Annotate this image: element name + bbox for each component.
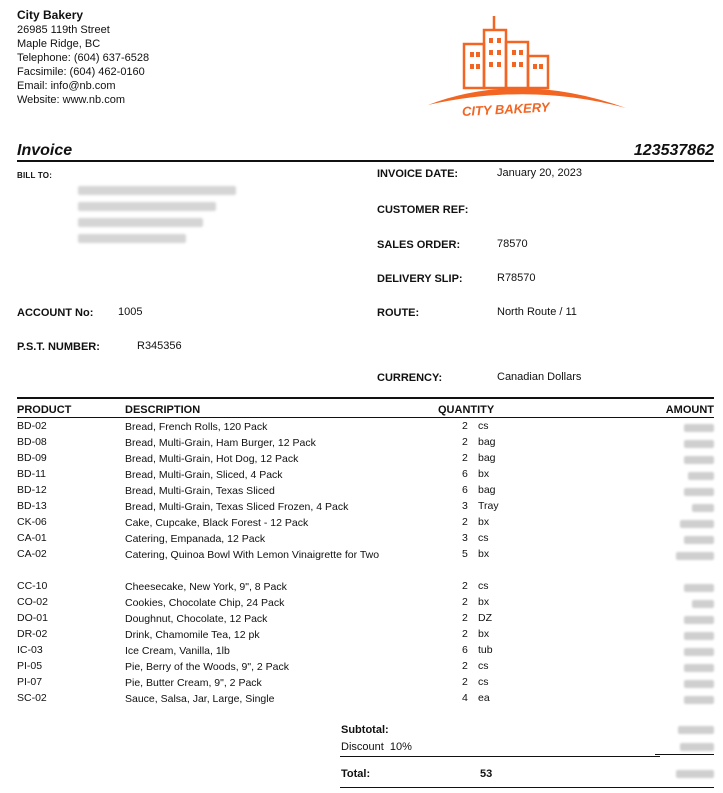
product-description: Ice Cream, Vanilla, 1lb <box>125 645 230 657</box>
amount-redacted <box>692 504 714 512</box>
product-description: Pie, Berry of the Woods, 9", 2 Pack <box>125 661 290 673</box>
customer-ref-label: CUSTOMER REF: <box>377 204 469 216</box>
product-code: BD-02 <box>17 420 47 432</box>
quantity-value: 3 <box>462 532 468 544</box>
bill-to-address-redacted <box>78 186 236 243</box>
quantity-unit: tub <box>478 644 493 656</box>
currency-label: CURRENCY: <box>377 372 443 384</box>
table-row <box>0 612 723 628</box>
company-website: Website: www.nb.com <box>17 94 126 106</box>
product-code: BD-11 <box>17 468 46 480</box>
amount-redacted <box>684 424 714 432</box>
total-label: Total: <box>341 768 371 780</box>
amount-redacted <box>692 600 714 608</box>
table-row <box>0 628 723 644</box>
quantity-unit: cs <box>478 676 489 688</box>
product-description: Catering, Quinoa Bowl With Lemon Vinaigrette for Two <box>125 549 380 561</box>
company-telephone: Telephone: (604) 637-6528 <box>17 52 150 64</box>
quantity-value: 2 <box>462 436 468 448</box>
quantity-value: 6 <box>462 644 468 656</box>
quantity-unit: bx <box>478 596 490 608</box>
quantity-unit: bag <box>478 452 496 464</box>
table-row <box>0 644 723 660</box>
invoice-date-value: January 20, 2023 <box>497 167 583 179</box>
account-label: ACCOUNT No: <box>17 307 94 319</box>
quantity-unit: bx <box>478 516 490 528</box>
amount-redacted <box>684 440 714 448</box>
amount-redacted <box>684 456 714 464</box>
total-amount-redacted <box>676 770 714 778</box>
quantity-value: 2 <box>462 452 468 464</box>
quantity-unit: bag <box>478 436 496 448</box>
route-label: ROUTE: <box>377 307 420 319</box>
currency-value: Canadian Dollars <box>497 371 582 383</box>
product-description: Bread, Multi-Grain, Ham Burger, 12 Pack <box>125 437 316 449</box>
product-description: Doughnut, Chocolate, 12 Pack <box>125 613 268 625</box>
invoice-date-label: INVOICE DATE: <box>377 168 459 180</box>
subtotal-amount-redacted <box>678 726 714 734</box>
company-info <box>17 8 149 107</box>
logo-text: CITY BAKERY <box>461 99 550 120</box>
product-code: BD-08 <box>17 436 47 448</box>
company-address-line2: Maple Ridge, BC <box>17 38 101 50</box>
discount-amount-redacted <box>680 743 714 751</box>
product-code: SC-02 <box>17 692 47 704</box>
account-value: 1005 <box>118 306 143 318</box>
product-code: BD-12 <box>17 484 47 496</box>
product-description: Cake, Cupcake, Black Forest - 12 Pack <box>125 517 309 529</box>
product-description: Cheesecake, New York, 9", 8 Pack <box>125 581 287 593</box>
invoice-number: 123537862 <box>633 142 714 159</box>
discount-text: Discount <box>341 741 384 753</box>
quantity-value: 4 <box>462 692 468 704</box>
amount-redacted <box>680 520 714 528</box>
product-description: Pie, Butter Cream, 9", 2 Pack <box>125 677 262 689</box>
quantity-unit: cs <box>478 660 489 672</box>
table-row <box>0 580 723 596</box>
table-row <box>0 596 723 612</box>
amount-redacted <box>684 664 714 672</box>
discount-percent: 10% <box>389 741 412 753</box>
title-divider <box>17 160 714 162</box>
table-row <box>0 452 723 468</box>
quantity-unit: bx <box>478 548 490 560</box>
bill-to-label: BILL TO: <box>17 171 53 180</box>
product-code: PI-05 <box>17 660 43 672</box>
pst-label: P.S.T. NUMBER: <box>17 341 100 353</box>
delivery-slip-value: R78570 <box>497 272 536 284</box>
quantity-value: 3 <box>462 500 468 512</box>
quantity-unit: bag <box>478 484 496 496</box>
product-description: Bread, Multi-Grain, Hot Dog, 12 Pack <box>125 453 299 465</box>
quantity-value: 2 <box>462 596 468 608</box>
table-row <box>0 548 723 579</box>
amount-redacted <box>684 616 714 624</box>
product-description: Drink, Chamomile Tea, 12 pk <box>125 629 260 641</box>
amount-redacted <box>684 696 714 704</box>
col-header-product: PRODUCT <box>17 404 72 416</box>
product-code: DO-01 <box>17 612 48 624</box>
total-quantity: 53 <box>480 768 493 780</box>
table-row <box>0 484 723 500</box>
table-top-divider <box>17 397 714 399</box>
table-row <box>0 468 723 484</box>
quantity-unit: ea <box>478 692 490 704</box>
company-name: City Bakery <box>17 8 84 22</box>
sales-order-label: SALES ORDER: <box>377 239 461 251</box>
table-row <box>0 692 723 708</box>
route-value: North Route / 11 <box>497 306 577 318</box>
quantity-unit: DZ <box>478 612 492 624</box>
quantity-value: 2 <box>462 660 468 672</box>
product-code: DR-02 <box>17 628 48 640</box>
quantity-value: 2 <box>462 420 468 432</box>
subtotal-label: Subtotal: <box>341 724 389 736</box>
company-address-line1: 26985 119th Street <box>17 24 110 36</box>
quantity-unit: cs <box>478 532 489 544</box>
product-description: Bread, French Rolls, 120 Pack <box>125 421 268 433</box>
product-code: CK-06 <box>17 516 47 528</box>
table-row <box>0 436 723 452</box>
product-description: Bread, Multi-Grain, Texas Sliced <box>125 485 275 497</box>
quantity-value: 2 <box>462 612 468 624</box>
delivery-slip-label: DELIVERY SLIP: <box>377 273 463 285</box>
amount-redacted <box>684 584 714 592</box>
amount-redacted <box>684 648 714 656</box>
product-description: Cookies, Chocolate Chip, 24 Pack <box>125 597 285 609</box>
product-code: CA-01 <box>17 532 47 544</box>
discount-label <box>341 741 412 753</box>
product-code: IC-03 <box>17 644 43 656</box>
product-code: CC-10 <box>17 580 48 592</box>
quantity-value: 2 <box>462 580 468 592</box>
product-description: Bread, Multi-Grain, Sliced, 4 Pack <box>125 469 283 481</box>
company-logo <box>420 10 630 120</box>
product-code: CA-02 <box>17 548 47 560</box>
table-row <box>0 516 723 532</box>
quantity-value: 6 <box>462 484 468 496</box>
invoice-title: Invoice <box>17 142 73 159</box>
company-facsimile: Facsimile: (604) 462-0160 <box>17 66 145 78</box>
amount-redacted <box>684 680 714 688</box>
quantity-unit: cs <box>478 420 489 432</box>
product-code: PI-07 <box>17 676 43 688</box>
quantity-value: 5 <box>462 548 468 560</box>
table-row <box>0 676 723 692</box>
table-row <box>0 420 723 436</box>
quantity-unit: cs <box>478 580 489 592</box>
quantity-value: 2 <box>462 676 468 688</box>
quantity-unit: Tray <box>478 500 499 512</box>
table-row <box>0 500 723 516</box>
product-description: Catering, Empanada, 12 Pack <box>125 533 266 545</box>
amount-redacted <box>684 488 714 496</box>
quantity-unit: bx <box>478 468 490 480</box>
company-email: Email: info@nb.com <box>17 80 116 92</box>
amount-redacted <box>676 552 714 560</box>
col-header-quantity: QUANTITY <box>438 404 495 416</box>
col-header-amount: AMOUNT <box>665 404 714 416</box>
amount-redacted <box>684 632 714 640</box>
product-code: BD-09 <box>17 452 47 464</box>
col-header-description: DESCRIPTION <box>125 404 201 416</box>
header-divider <box>17 417 714 418</box>
product-description: Bread, Multi-Grain, Texas Sliced Frozen, 4 Pack <box>125 501 349 513</box>
quantity-value: 6 <box>462 468 468 480</box>
amount-redacted <box>684 536 714 544</box>
quantity-value: 2 <box>462 628 468 640</box>
pst-value: R345356 <box>137 340 182 352</box>
product-code: CO-02 <box>17 596 48 608</box>
product-description: Sauce, Salsa, Jar, Large, Single <box>125 693 275 705</box>
amount-redacted <box>688 472 714 480</box>
table-row <box>0 532 723 548</box>
quantity-value: 2 <box>462 516 468 528</box>
table-row <box>0 660 723 676</box>
quantity-unit: bx <box>478 628 490 640</box>
sales-order-value: 78570 <box>497 238 528 250</box>
product-code: BD-13 <box>17 500 47 512</box>
